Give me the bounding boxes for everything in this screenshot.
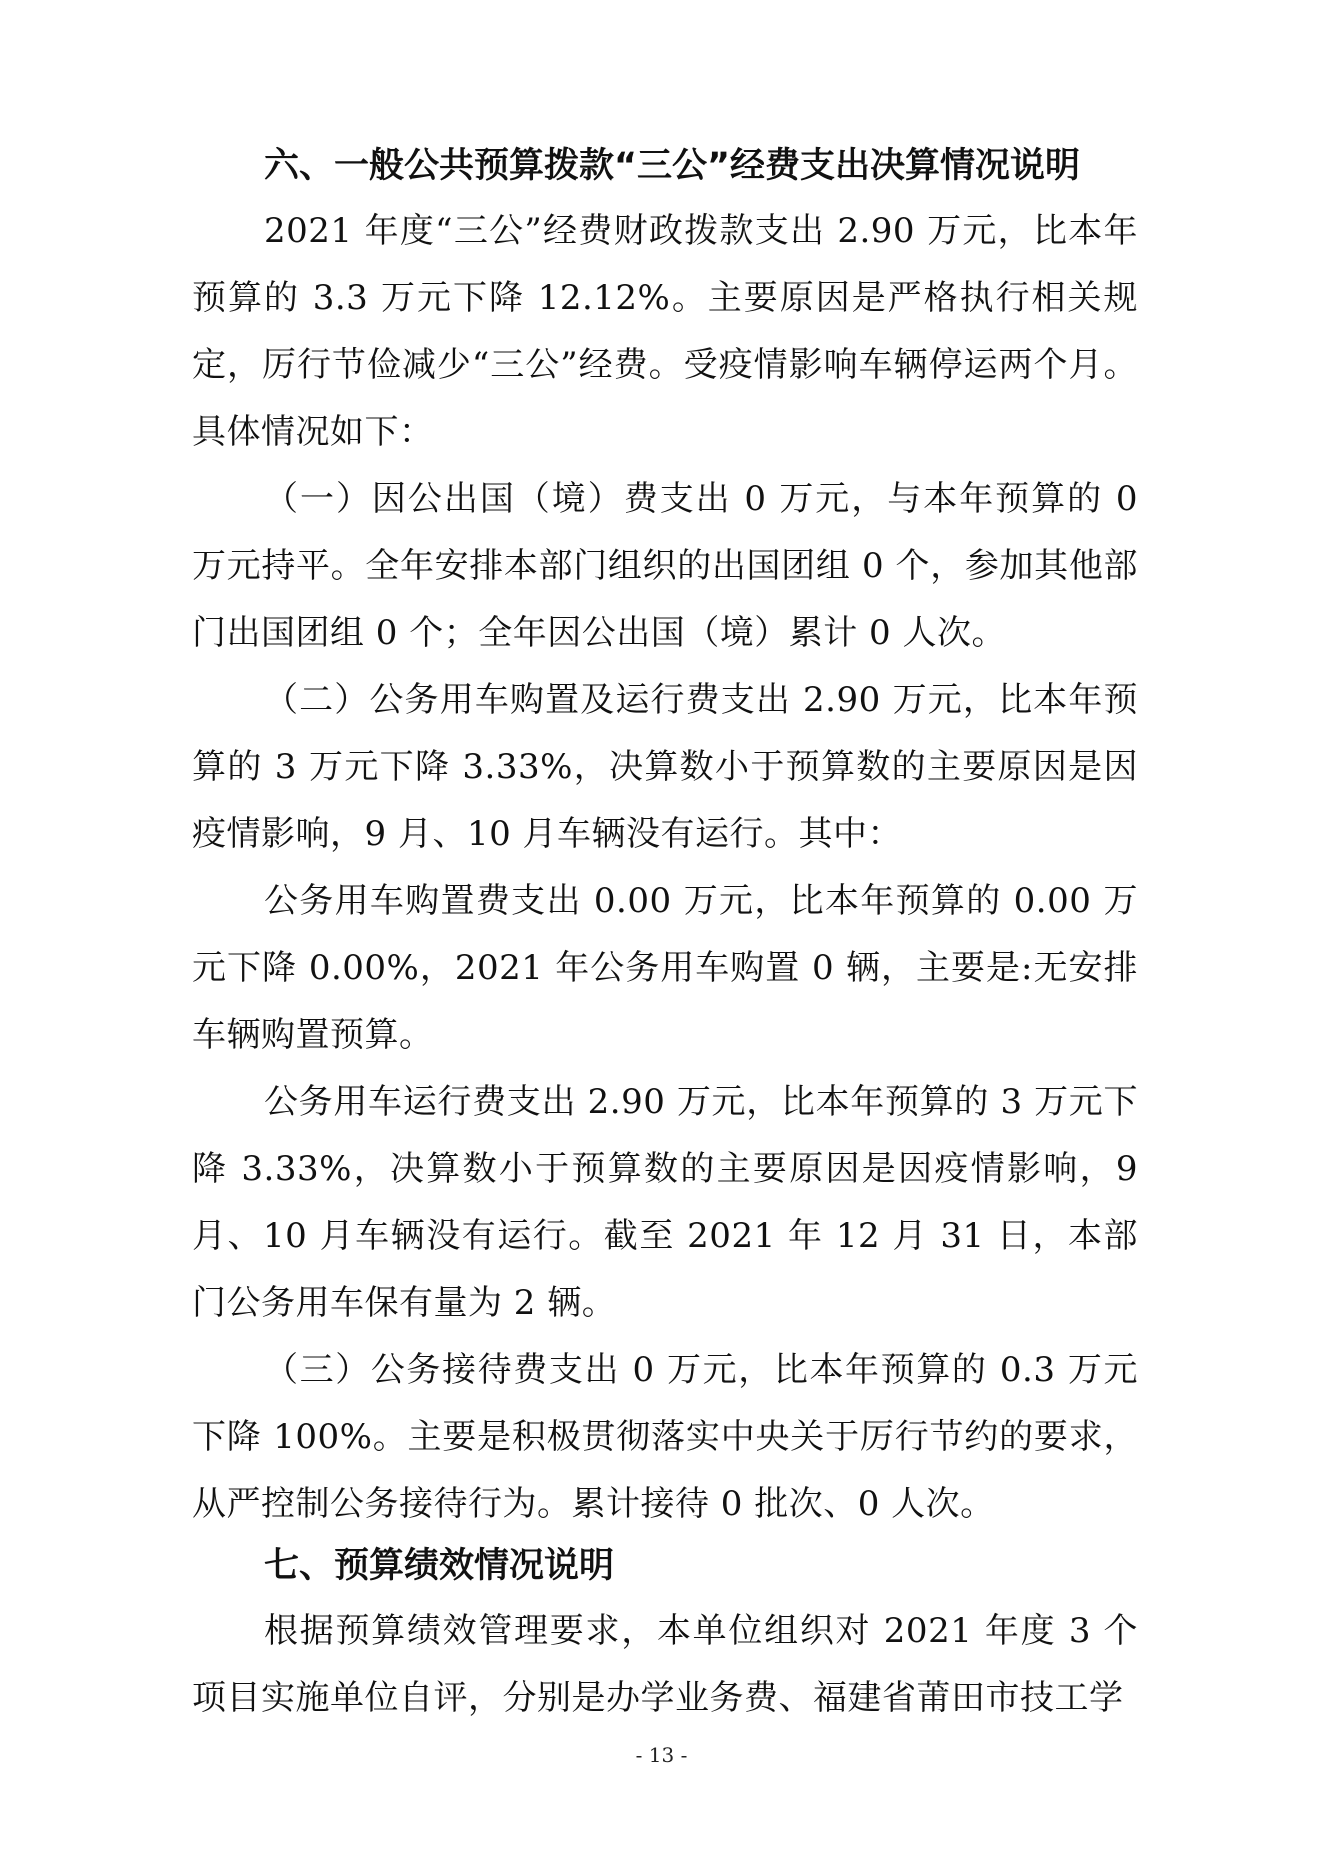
- paragraph: （一）因公出国（境）费支出 0 万元，与本年预算的 0 万元持平。全年安排本部门组织的出国团组 0 个，参加其他部门出国团组 0 个；全年因公出国（境）累计 0 人次。: [192, 479, 1138, 653]
- paragraph: （三）公务接待费支出 0 万元，比本年预算的 0.3 万元下降 100%。主要是积极贯彻落实中央关于厉行节约的要求，从严控制公务接待行为。累计接待 0 批次、0 人次。: [192, 1350, 1138, 1524]
- section-heading-seven: 七、预算绩效情况说明: [264, 1546, 615, 1586]
- page-number: - 13 -: [635, 1743, 688, 1767]
- paragraph: 公务用车运行费支出 2.90 万元，比本年预算的 3 万元下降 3.33%，决算数小于预算数的主要原因是因疫情影响，9 月、10 月车辆没有运行。截至 2021 年 12 月 31 日，本部门公务用车保有量为 2 辆。: [192, 1082, 1138, 1323]
- paragraph: 2021 年度“三公”经费财政拨款支出 2.90 万元，比本年预算的 3.3 万元下降 12.12%。主要原因是严格执行相关规定，厉行节俭减少“三公”经费。受疫情影响车辆停运两个月。具体情况如下：: [192, 211, 1138, 452]
- paragraph: （二）公务用车购置及运行费支出 2.90 万元，比本年预算的 3 万元下降 3.33%，决算数小于预算数的主要原因是因疫情影响，9 月、10 月车辆没有运行。其中：: [192, 680, 1138, 854]
- paragraph: 公务用车购置费支出 0.00 万元，比本年预算的 0.00 万元下降 0.00%，2021 年公务用车购置 0 辆，主要是:无安排车辆购置预算。: [192, 881, 1138, 1055]
- section-heading-six: 六、一般公共预算拨款“三公”经费支出决算情况说明: [264, 146, 1081, 186]
- document-body: [192, 138, 1138, 1732]
- paragraph: 根据预算绩效管理要求，本单位组织对 2021 年度 3 个项目实施单位自评，分别是办学业务费、福建省莆田市技工学: [192, 1611, 1138, 1718]
